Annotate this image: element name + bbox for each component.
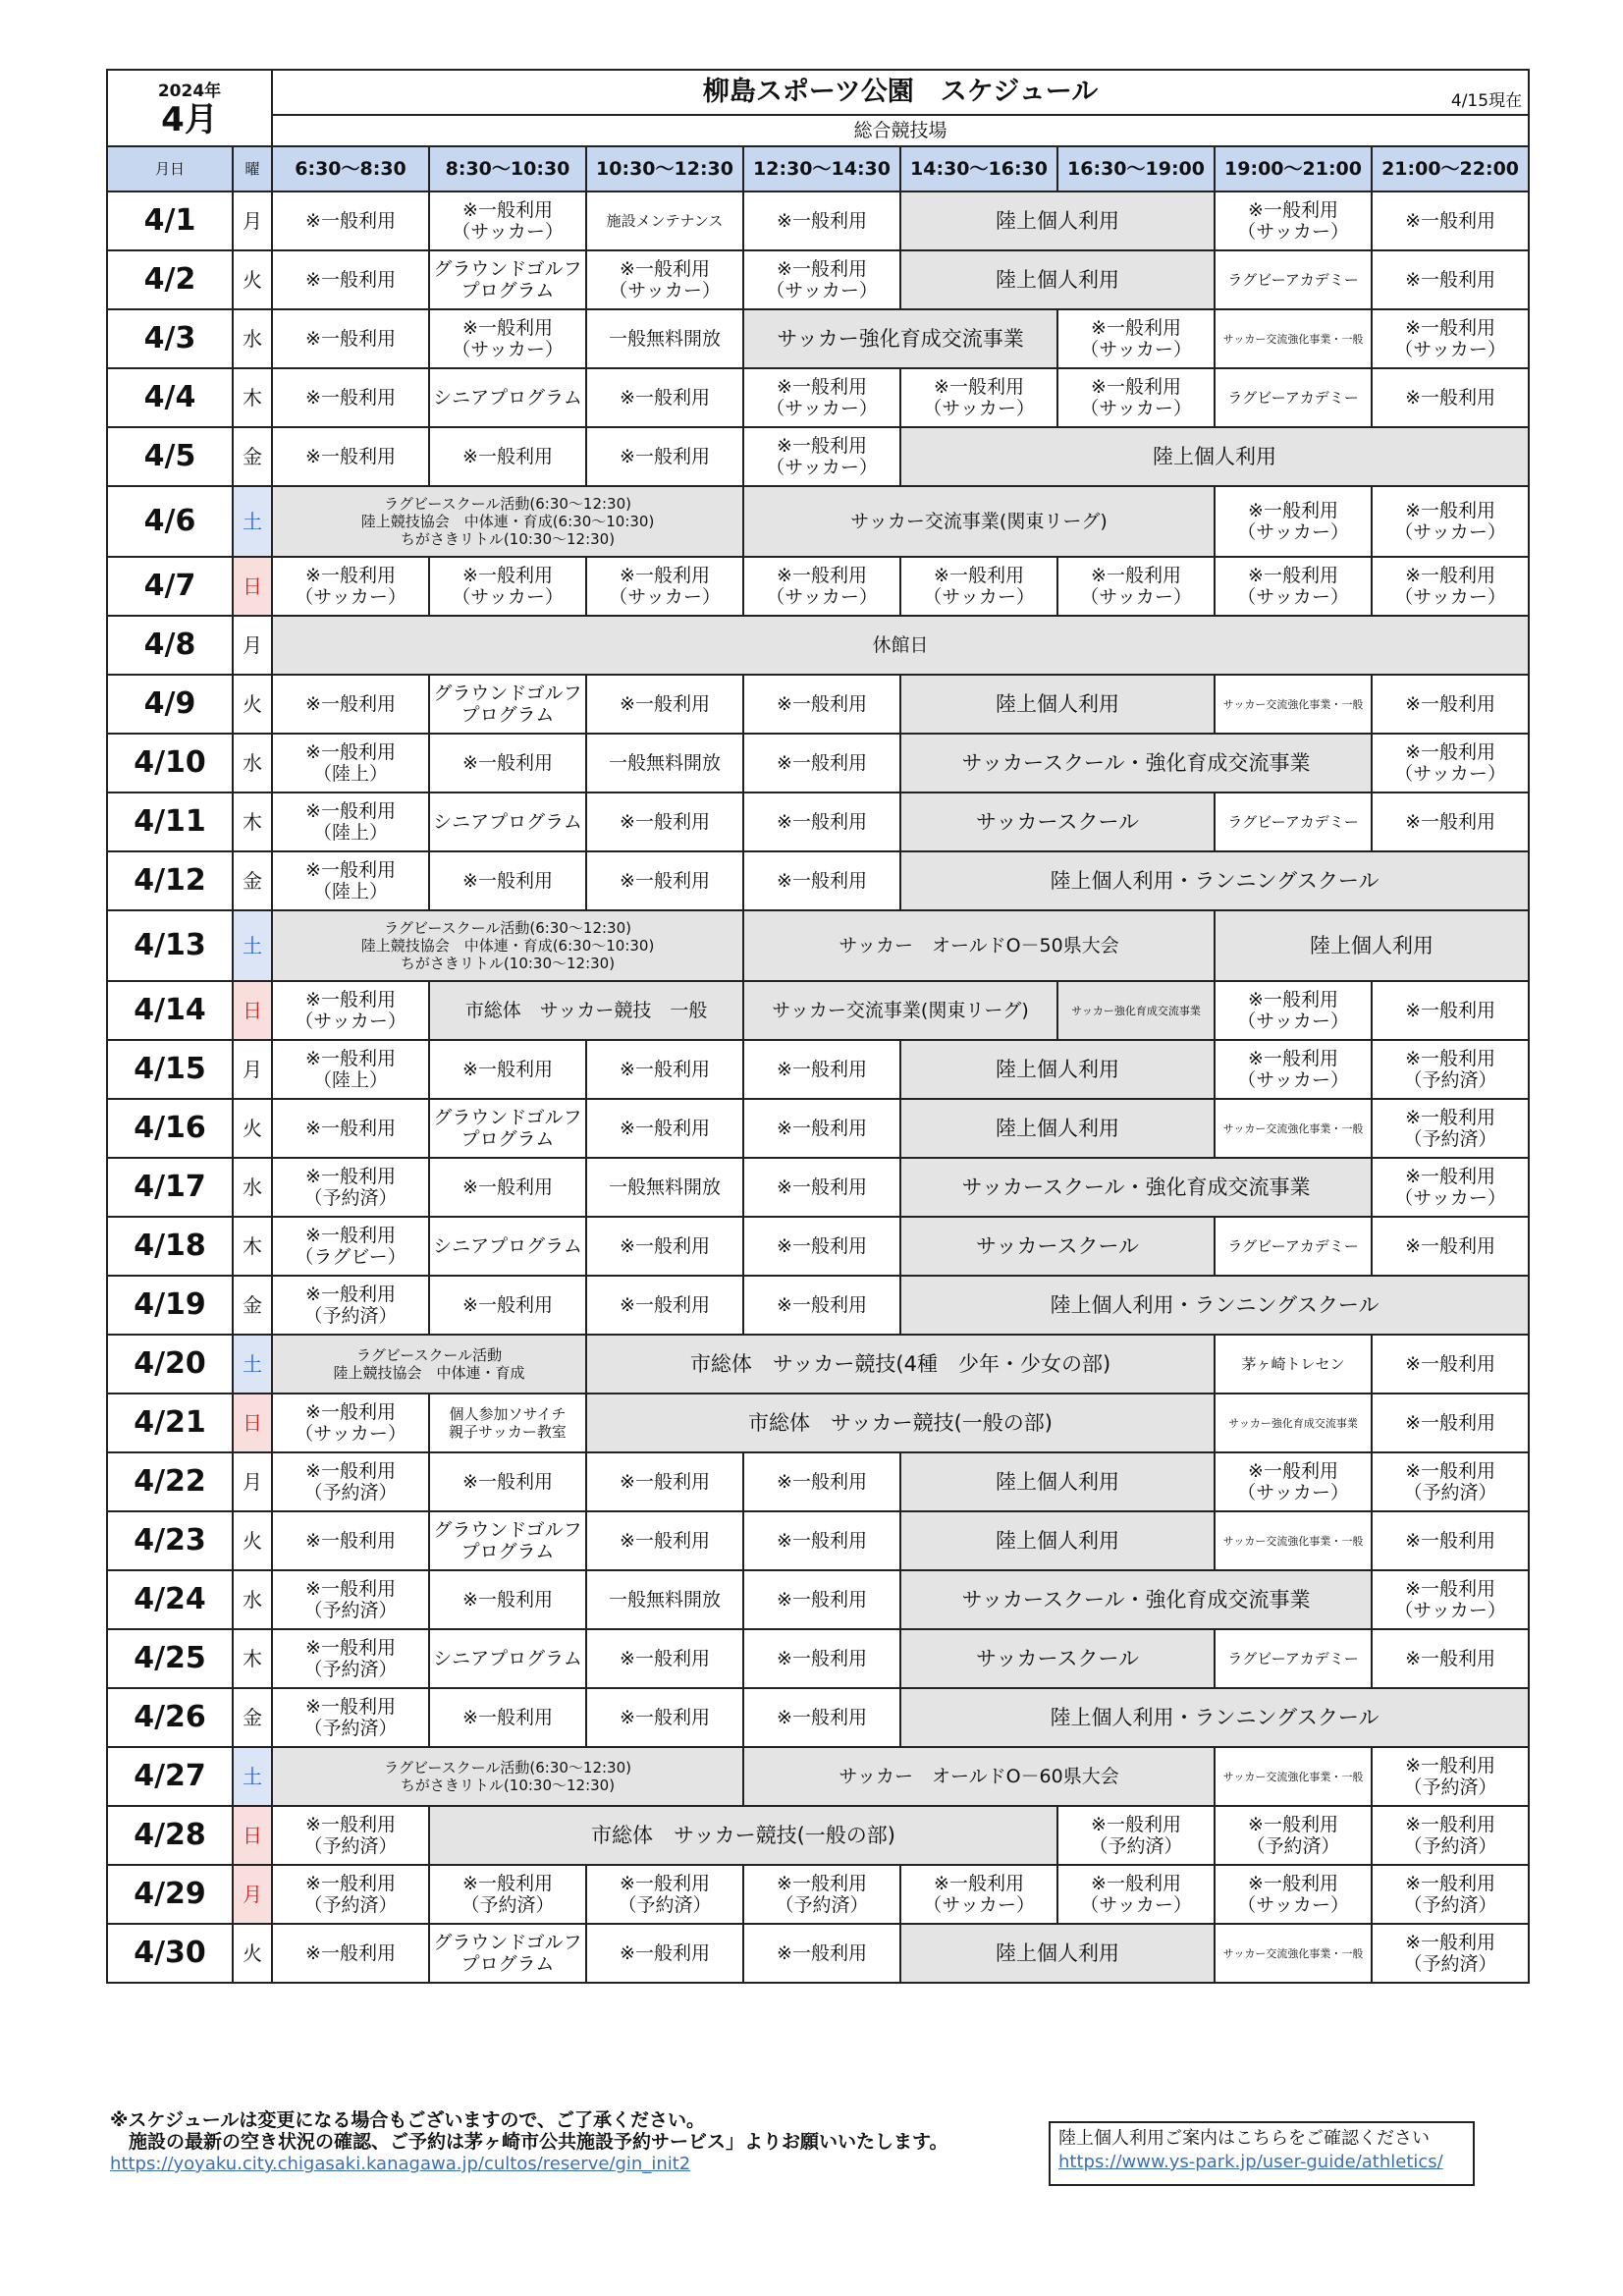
athletics-info-link[interactable]: https://www.ys-park.jp/user-guide/athletics/: [1058, 2152, 1443, 2172]
weekday-cell: 日: [233, 1394, 272, 1452]
footer-note-2: 施設の最新の空き状況の確認、ご予約は茅ヶ崎市公共施設予約サービス」よりお願いいたします。: [110, 2131, 948, 2153]
schedule-cell: ※一般利用: [1372, 1629, 1529, 1688]
schedule-cell: ※一般利用: [1372, 1394, 1529, 1452]
schedule-cell: ラグビーアカデミー: [1215, 1629, 1372, 1688]
weekday-cell: 土: [233, 910, 272, 981]
year-label: 2024年: [157, 82, 222, 101]
schedule-cell: ※一般利用: [743, 1570, 900, 1629]
as-of-date: 4/15現在: [1450, 91, 1523, 111]
date-cell: 4/6: [107, 486, 233, 557]
date-cell: 4/17: [107, 1158, 233, 1217]
column-header: 月日: [107, 146, 233, 191]
schedule-cell: 陸上個人利用・ランニングスクール: [900, 851, 1529, 910]
weekday-cell: 金: [233, 427, 272, 486]
schedule-cell: シニアプログラム: [429, 368, 586, 427]
schedule-cell: サッカー強化育成交流事業: [1215, 1394, 1372, 1452]
weekday-cell: 金: [233, 851, 272, 910]
weekday-cell: 月: [233, 1452, 272, 1511]
date-cell: 4/11: [107, 793, 233, 851]
table-row: [107, 1688, 1529, 1747]
weekday-cell: 木: [233, 793, 272, 851]
schedule-cell: ※一般利用: [743, 1924, 900, 1983]
schedule-cell: ※一般利用: [1372, 250, 1529, 309]
schedule-cell: ※一般利用 （サッカー）: [586, 250, 743, 309]
schedule-cell: ※一般利用: [586, 1276, 743, 1335]
schedule-cell: ※一般利用 （サッカー）: [1215, 486, 1372, 557]
schedule-cell: サッカー交流強化事業・一般: [1215, 1747, 1372, 1806]
schedule-cell: 陸上個人利用: [900, 1099, 1215, 1158]
weekday-cell: 日: [233, 981, 272, 1040]
date-cell: 4/22: [107, 1452, 233, 1511]
date-cell: 4/24: [107, 1570, 233, 1629]
athletics-info-box: [1049, 2121, 1475, 2186]
date-cell: 4/3: [107, 309, 233, 368]
weekday-cell: 火: [233, 1511, 272, 1570]
schedule-cell: 施設メンテナンス: [586, 191, 743, 250]
schedule-cell: ※一般利用 （サッカー）: [1057, 557, 1215, 616]
table-row: [107, 1335, 1529, 1394]
schedule-cell: ※一般利用: [272, 368, 429, 427]
column-header: 10:30～12:30: [586, 146, 743, 191]
date-cell: 4/16: [107, 1099, 233, 1158]
column-header: 8:30～10:30: [429, 146, 586, 191]
date-cell: 4/13: [107, 910, 233, 981]
schedule-cell: ※一般利用: [743, 1158, 900, 1217]
table-row: [107, 1924, 1529, 1983]
schedule-cell: ラグビーアカデミー: [1215, 1217, 1372, 1276]
schedule-cell: ※一般利用 （予約済）: [272, 1276, 429, 1335]
schedule-cell: ※一般利用 （サッカー）: [900, 1865, 1057, 1924]
schedule-cell: ※一般利用: [1372, 981, 1529, 1040]
weekday-cell: 金: [233, 1688, 272, 1747]
date-cell: 4/25: [107, 1629, 233, 1688]
table-row: [107, 793, 1529, 851]
schedule-cell: ラグビースクール活動(6:30～12:30) 陸上競技協会 中体連・育成(6:30～10:30) ちがさきリトル(10:30～12:30): [272, 486, 743, 557]
schedule-cell: 一般無料開放: [586, 1570, 743, 1629]
schedule-cell: ※一般利用: [743, 1099, 900, 1158]
date-cell: 4/18: [107, 1217, 233, 1276]
schedule-cell: ※一般利用 （サッカー）: [743, 557, 900, 616]
schedule-cell: ※一般利用: [586, 675, 743, 734]
schedule-cell: ※一般利用: [586, 1688, 743, 1747]
schedule-cell: サッカー強化育成交流事業: [1057, 981, 1215, 1040]
schedule-cell: グラウンドゴルフ プログラム: [429, 250, 586, 309]
weekday-cell: 日: [233, 1806, 272, 1865]
table-row: [107, 1629, 1529, 1688]
schedule-cell: 陸上個人利用: [900, 1040, 1215, 1099]
schedule-cell: ラグビーアカデミー: [1215, 368, 1372, 427]
schedule-cell: ラグビーアカデミー: [1215, 250, 1372, 309]
schedule-cell: ※一般利用: [743, 1629, 900, 1688]
schedule-cell: ※一般利用 （陸上）: [272, 734, 429, 793]
date-cell: 4/10: [107, 734, 233, 793]
schedule-cell: ※一般利用 （陸上）: [272, 1040, 429, 1099]
weekday-cell: 火: [233, 675, 272, 734]
schedule-cell: ※一般利用: [743, 675, 900, 734]
schedule-cell: ※一般利用 （サッカー）: [1215, 1452, 1372, 1511]
schedule-cell: ラグビースクール活動(6:30～12:30) ちがさきリトル(10:30～12:30): [272, 1747, 743, 1806]
weekday-cell: 土: [233, 486, 272, 557]
schedule-cell: 休館日: [272, 616, 1529, 675]
schedule-cell: ※一般利用: [586, 1040, 743, 1099]
schedule-cell: サッカー強化育成交流事業: [743, 309, 1057, 368]
schedule-cell: グラウンドゴルフ プログラム: [429, 1099, 586, 1158]
column-header-row: [107, 146, 1529, 191]
schedule-cell: ※一般利用: [272, 250, 429, 309]
column-header: 6:30～8:30: [272, 146, 429, 191]
schedule-cell: ※一般利用: [586, 1217, 743, 1276]
schedule-cell: ※一般利用 （サッカー）: [743, 427, 900, 486]
schedule-cell: ラグビースクール活動(6:30～12:30) 陸上競技協会 中体連・育成(6:30～10:30) ちがさきリトル(10:30～12:30): [272, 910, 743, 981]
schedule-cell: ラグビーアカデミー: [1215, 793, 1372, 851]
schedule-cell: グラウンドゴルフ プログラム: [429, 675, 586, 734]
table-row: [107, 368, 1529, 427]
schedule-cell: ※一般利用: [743, 1688, 900, 1747]
schedule-cell: ※一般利用 （予約済）: [1372, 1099, 1529, 1158]
schedule-cell: ※一般利用: [586, 427, 743, 486]
weekday-cell: 月: [233, 1040, 272, 1099]
table-row: [107, 1217, 1529, 1276]
schedule-cell: ※一般利用: [586, 1924, 743, 1983]
date-cell: 4/23: [107, 1511, 233, 1570]
schedule-cell: ※一般利用 （サッカー）: [1372, 734, 1529, 793]
weekday-cell: 水: [233, 1570, 272, 1629]
schedule-cell: ※一般利用 （サッカー）: [272, 1394, 429, 1452]
schedule-cell: ※一般利用: [1372, 675, 1529, 734]
year-month-cell: [107, 70, 272, 146]
table-row: [107, 981, 1529, 1040]
schedule-cell: ※一般利用 （サッカー）: [1057, 309, 1215, 368]
schedule-cell: シニアプログラム: [429, 1629, 586, 1688]
schedule-cell: ※一般利用 （予約済）: [272, 1629, 429, 1688]
schedule-cell: ※一般利用: [586, 793, 743, 851]
column-header: 21:00～22:00: [1372, 146, 1529, 191]
schedule-cell: ※一般利用 （サッカー）: [1215, 1040, 1372, 1099]
schedule-cell: ※一般利用: [743, 191, 900, 250]
table-row: [107, 1511, 1529, 1570]
table-row: [107, 616, 1529, 675]
date-cell: 4/5: [107, 427, 233, 486]
schedule-cell: 市総体 サッカー競技(一般の部): [429, 1806, 1057, 1865]
schedule-cell: ※一般利用 （予約済）: [1372, 1865, 1529, 1924]
date-cell: 4/28: [107, 1806, 233, 1865]
column-header: 14:30～16:30: [900, 146, 1057, 191]
schedule-cell: ※一般利用: [586, 368, 743, 427]
table-row: [107, 1570, 1529, 1629]
date-cell: 4/12: [107, 851, 233, 910]
schedule-cell: ※一般利用 （サッカー）: [429, 191, 586, 250]
schedule-cell: ※一般利用: [272, 1099, 429, 1158]
schedule-cell: サッカー オールドO－60県大会: [743, 1747, 1215, 1806]
schedule-cell: ※一般利用 （サッカー）: [1372, 309, 1529, 368]
table-row: [107, 910, 1529, 981]
schedule-cell: ※一般利用: [586, 851, 743, 910]
table-row: [107, 1158, 1529, 1217]
schedule-cell: サッカースクール・強化育成交流事業: [900, 1158, 1372, 1217]
schedule-cell: ※一般利用 （予約済）: [1372, 1747, 1529, 1806]
schedule-cell: ※一般利用: [586, 1629, 743, 1688]
schedule-cell: ※一般利用 （サッカー）: [1215, 981, 1372, 1040]
schedule-sheet: [106, 69, 1528, 1984]
schedule-cell: ※一般利用: [429, 1452, 586, 1511]
footer: [110, 2109, 1534, 2176]
date-cell: 4/15: [107, 1040, 233, 1099]
date-cell: 4/14: [107, 981, 233, 1040]
column-header: 曜: [233, 146, 272, 191]
date-cell: 4/9: [107, 675, 233, 734]
schedule-cell: ※一般利用: [743, 734, 900, 793]
schedule-cell: ※一般利用 （サッカー）: [743, 250, 900, 309]
reservation-link[interactable]: https://yoyaku.city.chigasaki.kanagawa.jp/cultos/reserve/gin_init2: [110, 2154, 691, 2174]
weekday-cell: 月: [233, 191, 272, 250]
table-row: [107, 1452, 1529, 1511]
date-cell: 4/21: [107, 1394, 233, 1452]
schedule-cell: ※一般利用 （陸上）: [272, 851, 429, 910]
schedule-cell: ※一般利用 （ラグビー）: [272, 1217, 429, 1276]
weekday-cell: 日: [233, 557, 272, 616]
weekday-cell: 水: [233, 309, 272, 368]
schedule-cell: ※一般利用 （予約済）: [586, 1865, 743, 1924]
weekday-cell: 月: [233, 1865, 272, 1924]
schedule-cell: ※一般利用: [429, 1040, 586, 1099]
schedule-cell: シニアプログラム: [429, 1217, 586, 1276]
page-title: 柳島スポーツ公園 スケジュール: [702, 77, 1099, 107]
table-row: [107, 250, 1529, 309]
schedule-cell: 市総体 サッカー競技 一般: [429, 981, 743, 1040]
schedule-cell: サッカースクール: [900, 1629, 1215, 1688]
schedule-cell: ※一般利用 （予約済）: [272, 1570, 429, 1629]
schedule-cell: ※一般利用 （予約済）: [743, 1865, 900, 1924]
schedule-cell: サッカースクール: [900, 1217, 1215, 1276]
schedule-cell: サッカー交流強化事業・一般: [1215, 1099, 1372, 1158]
schedule-cell: ※一般利用 （予約済）: [429, 1865, 586, 1924]
athletics-info-text: 陸上個人利用ご案内はこちらをご確認ください: [1058, 2128, 1430, 2149]
date-cell: 4/19: [107, 1276, 233, 1335]
schedule-cell: サッカー交流事業(関東リーグ): [743, 486, 1215, 557]
schedule-cell: 市総体 サッカー競技(4種 少年・少女の部): [586, 1335, 1215, 1394]
schedule-cell: ※一般利用: [586, 1099, 743, 1158]
weekday-cell: 木: [233, 368, 272, 427]
schedule-cell: ※一般利用: [429, 1570, 586, 1629]
schedule-cell: ※一般利用 （サッカー）: [1372, 557, 1529, 616]
schedule-cell: ※一般利用: [272, 1924, 429, 1983]
schedule-cell: ※一般利用 （予約済）: [272, 1806, 429, 1865]
schedule-cell: ※一般利用 （サッカー）: [1215, 1865, 1372, 1924]
date-cell: 4/8: [107, 616, 233, 675]
schedule-cell: サッカー オールドO－50県大会: [743, 910, 1215, 981]
weekday-cell: 水: [233, 1158, 272, 1217]
date-cell: 4/29: [107, 1865, 233, 1924]
schedule-cell: サッカー交流事業(関東リーグ): [743, 981, 1057, 1040]
schedule-cell: ※一般利用 （サッカー）: [1372, 1570, 1529, 1629]
schedule-cell: サッカー交流強化事業・一般: [1215, 1511, 1372, 1570]
schedule-cell: ※一般利用: [272, 309, 429, 368]
column-header: 12:30～14:30: [743, 146, 900, 191]
schedule-cell: ※一般利用 （予約済）: [1057, 1806, 1215, 1865]
schedule-cell: ※一般利用: [429, 734, 586, 793]
date-cell: 4/26: [107, 1688, 233, 1747]
schedule-cell: ※一般利用 （サッカー）: [272, 557, 429, 616]
schedule-cell: ※一般利用: [743, 1511, 900, 1570]
schedule-cell: ※一般利用 （サッカー）: [1372, 1158, 1529, 1217]
schedule-cell: ※一般利用: [429, 1276, 586, 1335]
schedule-cell: ※一般利用 （サッカー）: [900, 368, 1057, 427]
schedule-cell: ※一般利用: [743, 851, 900, 910]
schedule-cell: 陸上個人利用: [900, 250, 1215, 309]
table-row: [107, 486, 1529, 557]
schedule-cell: ※一般利用 （予約済）: [272, 1452, 429, 1511]
schedule-cell: ※一般利用 （サッカー）: [1057, 368, 1215, 427]
table-row: [107, 1806, 1529, 1865]
column-header: 19:00～21:00: [1215, 146, 1372, 191]
schedule-cell: ※一般利用 （サッカー）: [429, 557, 586, 616]
schedule-cell: ※一般利用 （予約済）: [1372, 1924, 1529, 1983]
schedule-cell: シニアプログラム: [429, 793, 586, 851]
table-row: [107, 1747, 1529, 1806]
date-cell: 4/2: [107, 250, 233, 309]
schedule-table: [106, 69, 1530, 1984]
schedule-cell: 一般無料開放: [586, 309, 743, 368]
schedule-cell: ※一般利用 （サッカー）: [1372, 486, 1529, 557]
schedule-cell: ※一般利用: [272, 675, 429, 734]
schedule-cell: ※一般利用: [429, 851, 586, 910]
schedule-cell: 陸上個人利用: [900, 1511, 1215, 1570]
weekday-cell: 火: [233, 1099, 272, 1158]
date-cell: 4/20: [107, 1335, 233, 1394]
column-header: 16:30～19:00: [1057, 146, 1215, 191]
schedule-cell: サッカースクール: [900, 793, 1215, 851]
schedule-cell: ※一般利用 （サッカー）: [429, 309, 586, 368]
weekday-cell: 月: [233, 616, 272, 675]
schedule-cell: グラウンドゴルフ プログラム: [429, 1924, 586, 1983]
schedule-cell: ※一般利用 （サッカー）: [1215, 191, 1372, 250]
schedule-cell: ※一般利用 （予約済）: [1372, 1806, 1529, 1865]
weekday-cell: 火: [233, 250, 272, 309]
schedule-cell: 市総体 サッカー競技(一般の部): [586, 1394, 1215, 1452]
schedule-cell: 陸上個人利用・ランニングスクール: [900, 1276, 1529, 1335]
schedule-cell: グラウンドゴルフ プログラム: [429, 1511, 586, 1570]
schedule-cell: ※一般利用: [272, 191, 429, 250]
table-row: [107, 1099, 1529, 1158]
date-cell: 4/1: [107, 191, 233, 250]
schedule-cell: ※一般利用: [429, 1158, 586, 1217]
schedule-cell: ※一般利用: [586, 1511, 743, 1570]
schedule-cell: サッカー交流強化事業・一般: [1215, 675, 1372, 734]
schedule-cell: 茅ヶ崎トレセン: [1215, 1335, 1372, 1394]
table-row: [107, 851, 1529, 910]
schedule-cell: 陸上個人利用: [900, 1452, 1215, 1511]
table-row: [107, 191, 1529, 250]
date-cell: 4/30: [107, 1924, 233, 1983]
schedule-cell: ※一般利用: [429, 1688, 586, 1747]
schedule-cell: 陸上個人利用: [900, 191, 1215, 250]
schedule-cell: ラグビースクール活動 陸上競技協会 中体連・育成: [272, 1335, 586, 1394]
schedule-cell: 陸上個人利用: [900, 675, 1215, 734]
schedule-cell: ※一般利用 （サッカー）: [272, 981, 429, 1040]
schedule-cell: 一般無料開放: [586, 1158, 743, 1217]
schedule-cell: 陸上個人利用: [900, 427, 1529, 486]
schedule-cell: ※一般利用 （予約済）: [272, 1865, 429, 1924]
weekday-cell: 金: [233, 1276, 272, 1335]
schedule-cell: 個人参加ソサイチ 親子サッカー教室: [429, 1394, 586, 1452]
schedule-cell: ※一般利用: [272, 1511, 429, 1570]
schedule-cell: ※一般利用 （予約済）: [1372, 1452, 1529, 1511]
schedule-cell: ※一般利用: [1372, 368, 1529, 427]
table-row: [107, 1865, 1529, 1924]
schedule-cell: ※一般利用 （サッカー）: [900, 557, 1057, 616]
schedule-cell: 一般無料開放: [586, 734, 743, 793]
schedule-cell: ※一般利用 （予約済）: [1215, 1806, 1372, 1865]
schedule-cell: サッカースクール・強化育成交流事業: [900, 734, 1372, 793]
schedule-cell: ※一般利用: [1372, 793, 1529, 851]
weekday-cell: 木: [233, 1629, 272, 1688]
table-row: [107, 1394, 1529, 1452]
schedule-cell: ※一般利用: [1372, 1217, 1529, 1276]
venue-name: 総合競技場: [272, 115, 1529, 146]
schedule-cell: サッカー交流強化事業・一般: [1215, 1924, 1372, 1983]
weekday-cell: 木: [233, 1217, 272, 1276]
schedule-cell: ※一般利用: [1372, 1335, 1529, 1394]
table-row: [107, 557, 1529, 616]
table-row: [107, 675, 1529, 734]
schedule-cell: サッカー交流強化事業・一般: [1215, 309, 1372, 368]
weekday-cell: 水: [233, 734, 272, 793]
schedule-cell: 陸上個人利用: [1215, 910, 1529, 981]
table-row: [107, 1276, 1529, 1335]
schedule-cell: 陸上個人利用: [900, 1924, 1215, 1983]
schedule-cell: ※一般利用 （サッカー）: [1057, 1865, 1215, 1924]
schedule-cell: ※一般利用 （予約済）: [272, 1158, 429, 1217]
weekday-cell: 土: [233, 1335, 272, 1394]
date-cell: 4/7: [107, 557, 233, 616]
page-title-cell: [272, 70, 1529, 115]
schedule-cell: ※一般利用: [743, 1217, 900, 1276]
schedule-cell: 陸上個人利用・ランニングスクール: [900, 1688, 1529, 1747]
schedule-cell: ※一般利用: [429, 427, 586, 486]
schedule-cell: ※一般利用 （陸上）: [272, 793, 429, 851]
table-row: [107, 309, 1529, 368]
schedule-cell: ※一般利用 （サッカー）: [1215, 557, 1372, 616]
table-row: [107, 427, 1529, 486]
schedule-cell: サッカースクール・強化育成交流事業: [900, 1570, 1372, 1629]
weekday-cell: 土: [233, 1747, 272, 1806]
date-cell: 4/27: [107, 1747, 233, 1806]
schedule-cell: ※一般利用: [743, 1040, 900, 1099]
footer-note-1: ※スケジュールは変更になる場合もございますので、ご了承ください。: [110, 2109, 705, 2131]
month-label: 4月: [161, 100, 218, 139]
schedule-cell: ※一般利用: [743, 1276, 900, 1335]
schedule-cell: ※一般利用: [743, 793, 900, 851]
schedule-cell: ※一般利用: [1372, 1511, 1529, 1570]
table-row: [107, 734, 1529, 793]
date-cell: 4/4: [107, 368, 233, 427]
schedule-cell: ※一般利用: [743, 1452, 900, 1511]
schedule-cell: ※一般利用: [272, 427, 429, 486]
schedule-cell: ※一般利用 （サッカー）: [743, 368, 900, 427]
schedule-cell: ※一般利用 （予約済）: [272, 1688, 429, 1747]
schedule-cell: ※一般利用: [586, 1452, 743, 1511]
weekday-cell: 火: [233, 1924, 272, 1983]
schedule-cell: ※一般利用 （予約済）: [1372, 1040, 1529, 1099]
table-row: [107, 1040, 1529, 1099]
schedule-cell: ※一般利用 （サッカー）: [586, 557, 743, 616]
schedule-cell: ※一般利用: [1372, 191, 1529, 250]
